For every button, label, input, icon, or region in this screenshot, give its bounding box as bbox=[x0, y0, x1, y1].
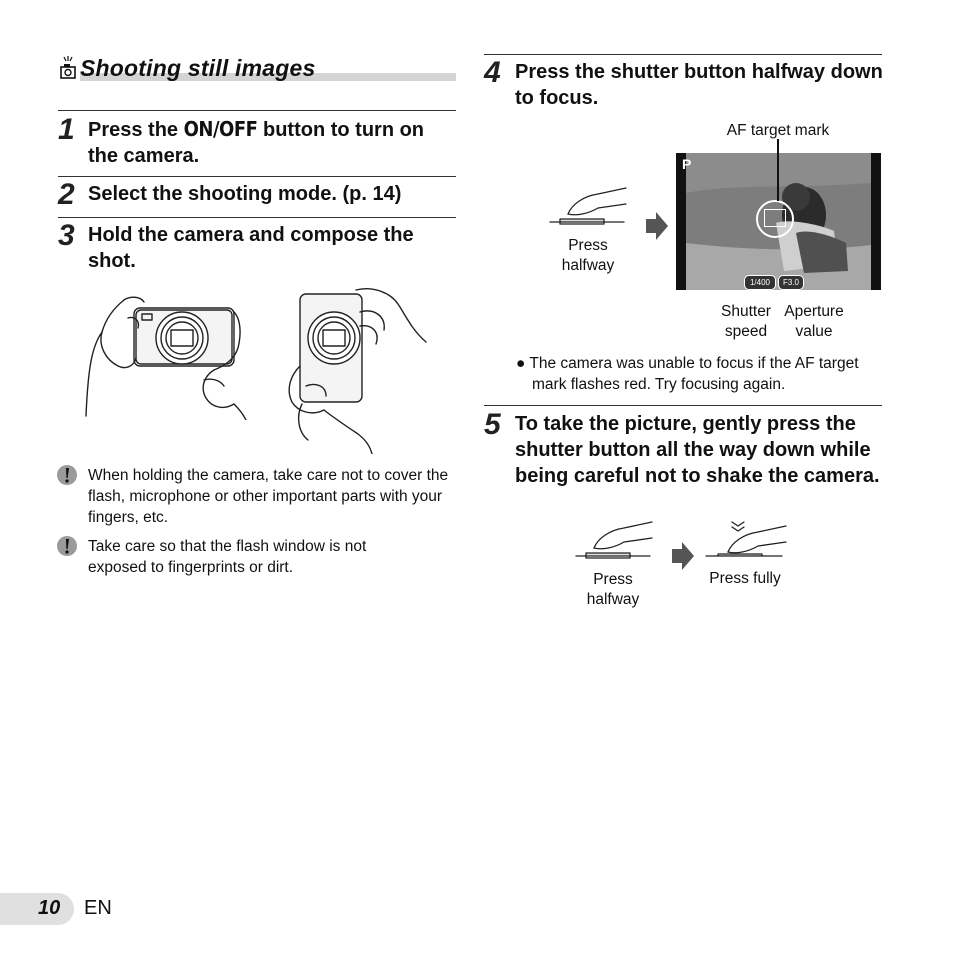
caution-icon bbox=[56, 535, 78, 557]
divider bbox=[58, 110, 456, 111]
caution-icon bbox=[56, 464, 78, 486]
camera-hold-portrait-illustration bbox=[286, 286, 436, 454]
step-5-text: To take the picture, gently press the shutter button all the way down while being careful not to shake the camera. bbox=[515, 413, 880, 487]
divider bbox=[484, 405, 882, 406]
press-halfway-illustration bbox=[546, 186, 630, 230]
arrow-right-icon bbox=[670, 540, 696, 572]
step-number: 2 bbox=[58, 178, 75, 211]
language-code: EN bbox=[84, 897, 112, 919]
caution-note: When holding the camera, take care not to cover the flash, microphone or other important parts with your fingers, etc. bbox=[88, 467, 449, 526]
press-halfway-label: Press halfway bbox=[586, 571, 640, 608]
press-fully-illustration bbox=[702, 518, 788, 562]
press-fully-label: Press fully bbox=[709, 570, 781, 587]
section-title bbox=[58, 55, 456, 85]
shutter-speed-readout: 1/400 bbox=[744, 275, 776, 290]
shooting-mode-indicator: P bbox=[682, 156, 692, 172]
af-target-mark bbox=[764, 209, 786, 227]
press-halfway-label: Press halfway bbox=[561, 237, 615, 274]
step-number: 1 bbox=[58, 113, 75, 146]
divider bbox=[58, 176, 456, 177]
arrow-right-icon bbox=[644, 210, 670, 242]
af-leader-line bbox=[777, 139, 779, 201]
step-4-text: Press the shutter button halfway down to focus. bbox=[515, 61, 883, 109]
step-number: 3 bbox=[58, 219, 75, 252]
caution-note: Take care so that the flash window is not exposed to fingerprints or dirt. bbox=[88, 538, 367, 576]
on-off-key-label: ON/OFF bbox=[183, 117, 258, 141]
step-3-text: Hold the camera and compose the shot. bbox=[88, 224, 414, 272]
divider bbox=[484, 54, 882, 55]
aperture-value-label: Aperture value bbox=[784, 303, 844, 340]
step-2-text: Select the shooting mode. (p. 14) bbox=[88, 183, 402, 205]
camera-hold-landscape-illustration bbox=[84, 288, 254, 420]
camera-mode-icon bbox=[58, 55, 78, 81]
step-number: 5 bbox=[484, 408, 501, 441]
step-number: 4 bbox=[484, 56, 501, 89]
press-halfway-illustration bbox=[572, 520, 656, 564]
step-1-text: Press the ON/OFF button to turn on the camera. bbox=[88, 117, 425, 167]
focus-note: ● The camera was unable to focus if the AF target mark flashes red. Try focusing again. bbox=[516, 355, 859, 393]
page-number-tab bbox=[0, 893, 74, 925]
shutter-speed-label: Shutter speed bbox=[721, 303, 771, 340]
page-number: 10 bbox=[38, 897, 61, 919]
divider bbox=[58, 217, 456, 218]
af-target-label: AF target mark bbox=[726, 122, 830, 139]
aperture-readout: F3.0 bbox=[778, 275, 804, 290]
page-title: Shooting still images bbox=[80, 55, 316, 81]
